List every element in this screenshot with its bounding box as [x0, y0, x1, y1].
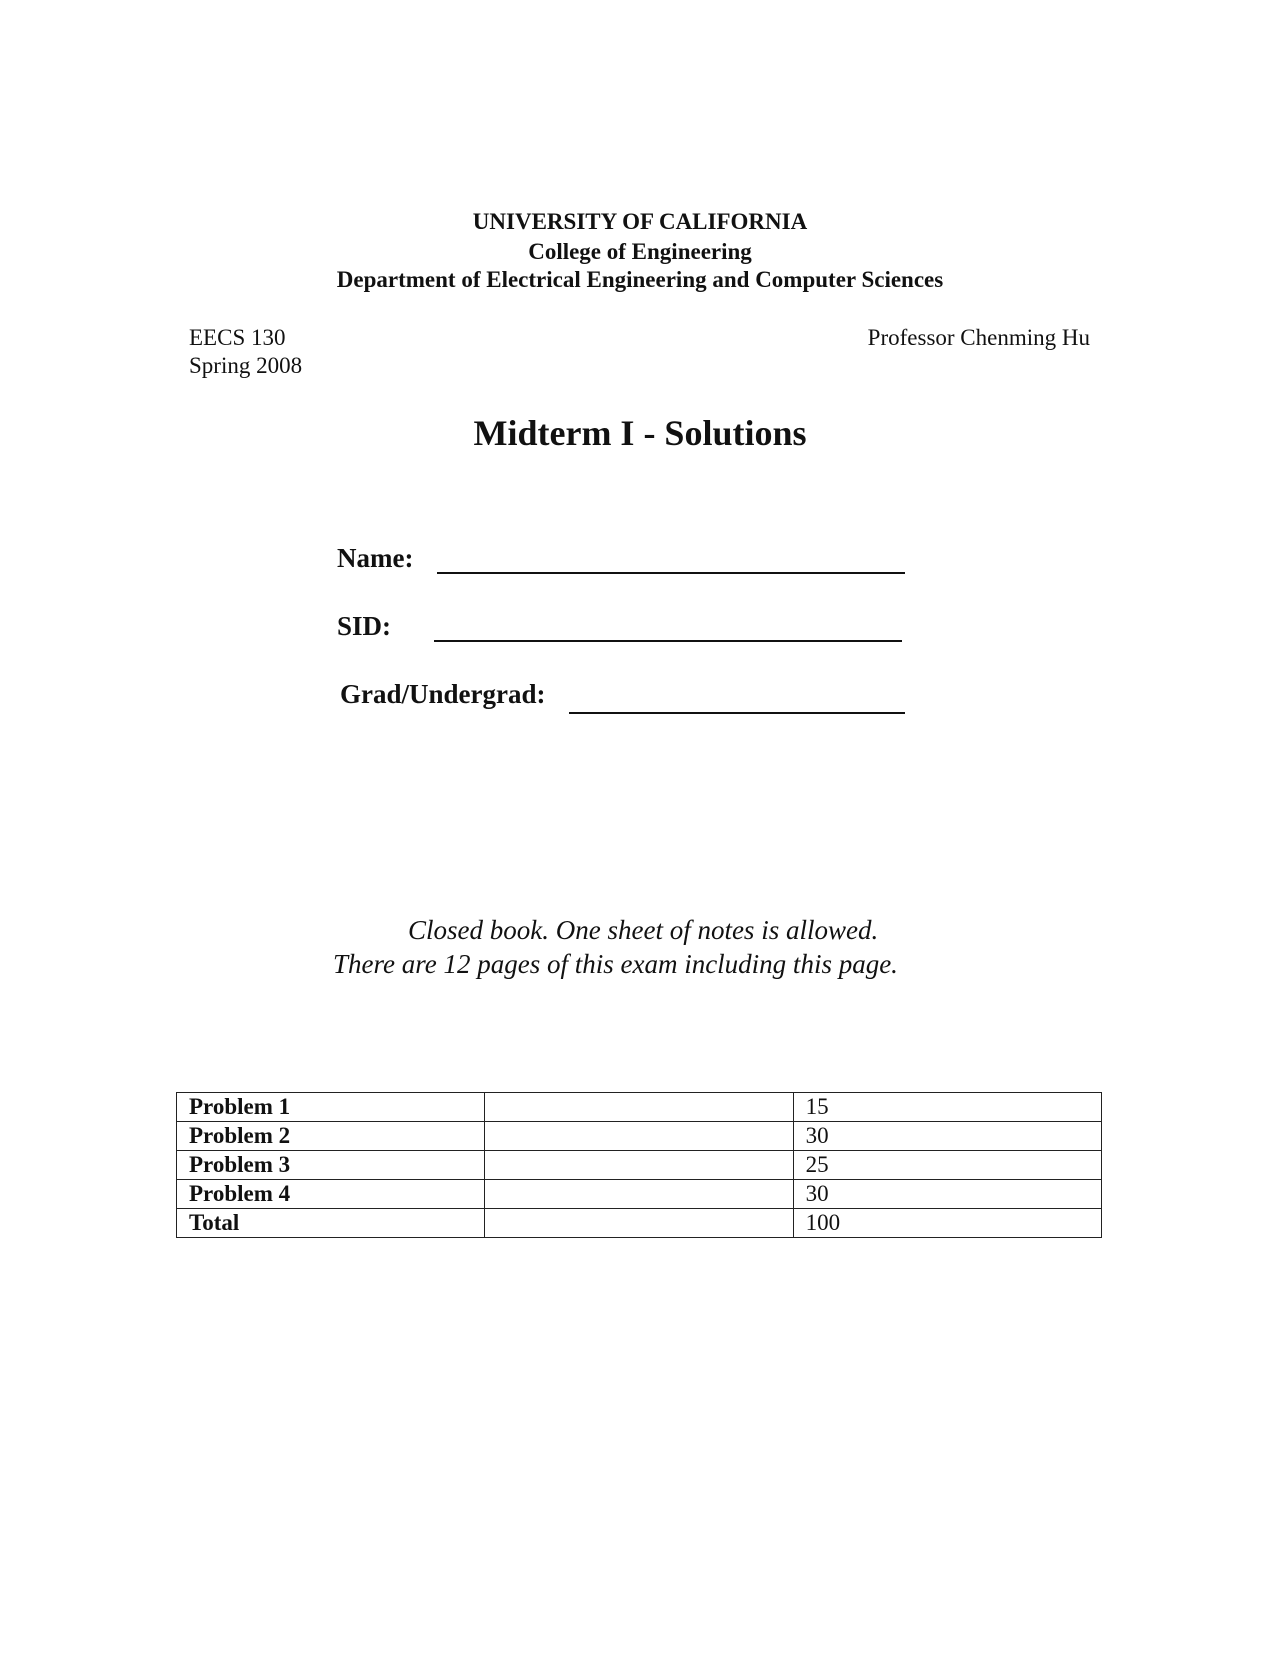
exam-note-1: Closed book. One sheet of notes is allowed.: [408, 915, 879, 945]
course-code: EECS 130: [189, 325, 286, 350]
problem-label: Problem 4: [177, 1180, 485, 1209]
grad-undergrad-label: Grad/Undergrad:: [340, 679, 546, 709]
problem-label: Problem 2: [177, 1122, 485, 1151]
total-label: Total: [177, 1209, 485, 1238]
department-name: Department of Electrical Engineering and Computer Sciences: [336, 267, 944, 292]
max-points: 25: [793, 1151, 1101, 1180]
sid-field-line[interactable]: [434, 640, 902, 642]
total-score-cell[interactable]: [485, 1209, 793, 1238]
max-points: 30: [793, 1180, 1101, 1209]
total-max-points: 100: [793, 1209, 1101, 1238]
problem-label: Problem 1: [177, 1093, 485, 1122]
grad-undergrad-field-line[interactable]: [569, 712, 905, 714]
exam-title: Midterm I - Solutions: [473, 413, 807, 453]
table-row: [177, 1122, 1102, 1151]
university-name: UNIVERSITY OF CALIFORNIA: [472, 209, 808, 234]
problem-label: Problem 3: [177, 1151, 485, 1180]
college-name: College of Engineering: [528, 239, 752, 264]
table-row: [177, 1151, 1102, 1180]
sid-label: SID:: [337, 611, 392, 641]
professor-name: Professor Chenming Hu: [867, 325, 1090, 350]
max-points: 30: [793, 1122, 1101, 1151]
table-row: [177, 1180, 1102, 1209]
name-field-line[interactable]: [437, 572, 905, 574]
score-cell[interactable]: [485, 1180, 793, 1209]
table-row: [177, 1093, 1102, 1122]
score-table: [176, 1092, 1102, 1238]
score-cell[interactable]: [485, 1122, 793, 1151]
max-points: 15: [793, 1093, 1101, 1122]
name-label: Name:: [337, 543, 414, 573]
score-cell[interactable]: [485, 1093, 793, 1122]
score-cell[interactable]: [485, 1151, 793, 1180]
table-row: [177, 1209, 1102, 1238]
exam-note-2: There are 12 pages of this exam including this page.: [333, 949, 898, 979]
course-term: Spring 2008: [189, 353, 303, 378]
